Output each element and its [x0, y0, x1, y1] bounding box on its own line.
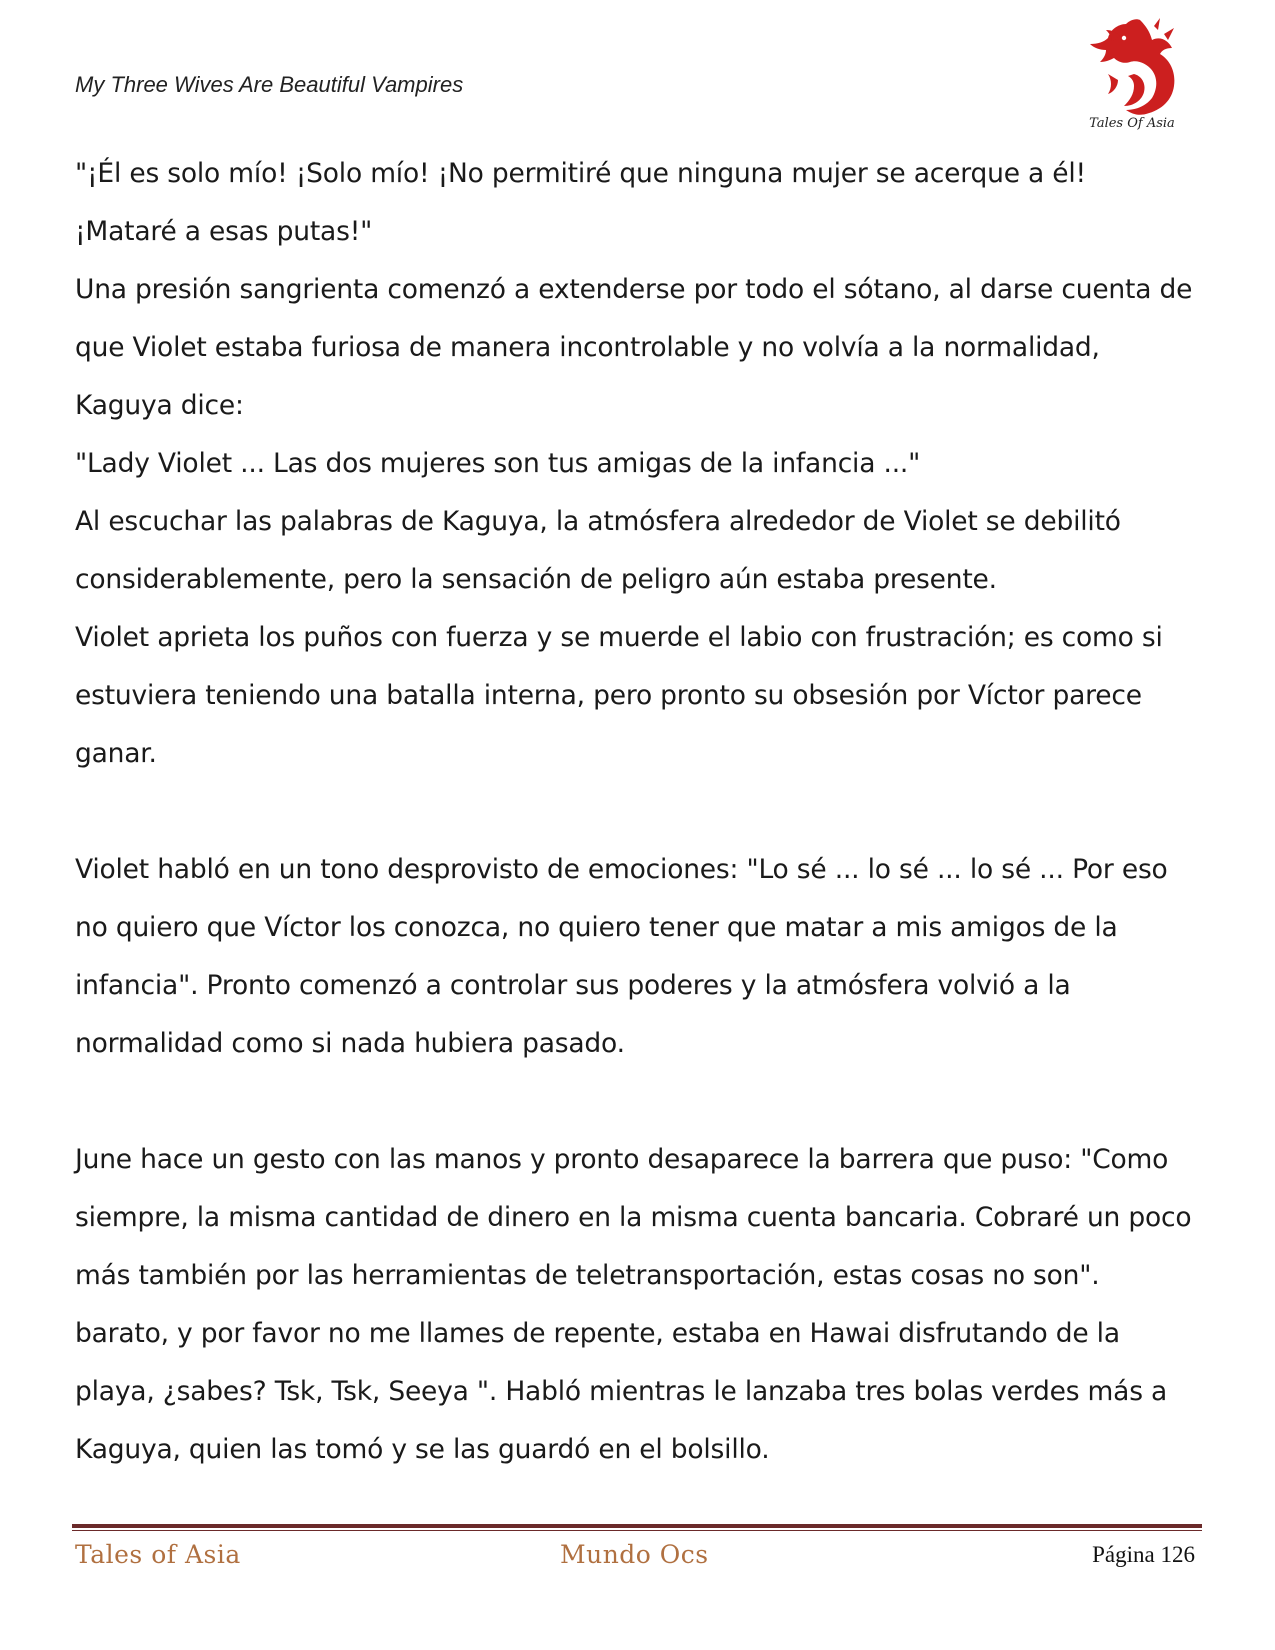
logo-text: Tales Of Asia	[1089, 116, 1175, 131]
paragraph: Al escuchar las palabras de Kaguya, la atmósfera alrededor de Violet se debilitó considerablemente, pero la sensación de peligro aún estaba presente.	[75, 506, 1121, 595]
page-body	[75, 145, 1195, 1479]
paragraph: Violet habló en un tono desprovisto de emociones: "Lo sé ... lo sé ... lo sé ... Por eso no quiero que Víctor los conozca, no quiero tener que matar a mis amigos de la infancia". Pronto comenzó a controlar sus poderes y la atmósfera volvió a la normalidad como si nada hubiera pasado.	[75, 854, 1168, 1059]
footer-divider	[72, 1524, 1202, 1528]
paragraph: "Lady Violet ... Las dos mujeres son tus amigas de la infancia ..."	[75, 448, 921, 479]
page-number: Página 126	[1092, 1542, 1195, 1567]
footer-site: Mundo Ocs	[560, 1540, 709, 1569]
footer-divider-thin	[72, 1530, 1202, 1531]
paragraph: Violet aprieta los puños con fuerza y se muerde el labio con frustración; es como si estuviera teniendo una batalla interna, pero pronto su obsesión por Víctor parece ganar.	[75, 622, 1163, 769]
paragraph: Una presión sangrienta comenzó a extenderse por todo el sótano, al darse cuenta de que Violet estaba furiosa de manera incontrolable y no volvía a la normalidad, Kaguya dice:	[75, 274, 1193, 421]
paragraph: June hace un gesto con las manos y pronto desaparece la barrera que puso: "Como siempre, la misma cantidad de dinero en la misma cuenta bancaria. Cobraré un poco más también por las herramientas de teletransportación, estas cosas no son". barato, y por favor no me llames de repente, estaba en Hawai disfrutando de la playa, ¿sabes? Tsk, Tsk, Seeya ". Habló mientras le lanzaba tres bolas verdes más a Kaguya, quien las tomó y se las guardó en el bolsillo.	[75, 1144, 1192, 1465]
paragraph: "¡Él es solo mío! ¡Solo mío! ¡No permitiré que ninguna mujer se acerque a él! ¡Mataré a esas putas!"	[75, 158, 1086, 247]
footer-publisher: Tales of Asia	[75, 1540, 241, 1569]
book-title: My Three Wives Are Beautiful Vampires	[75, 72, 464, 97]
